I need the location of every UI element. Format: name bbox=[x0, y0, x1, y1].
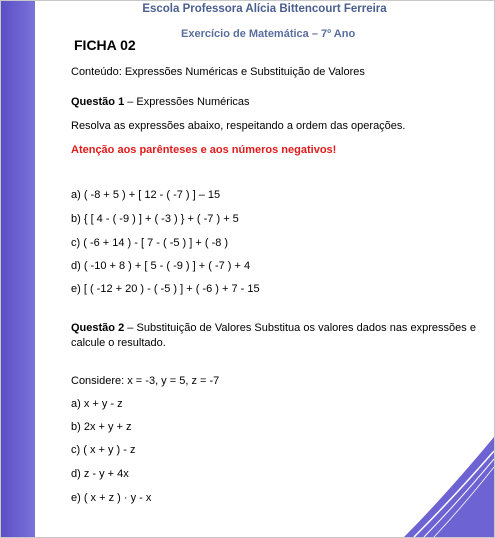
question-1-label: Questão 1 bbox=[71, 96, 125, 108]
ficha-title: FICHA 02 bbox=[74, 37, 136, 53]
corner-decoration bbox=[404, 437, 494, 537]
question-2-consider: Considere: x = -3, y = 5, z = -7 bbox=[71, 375, 220, 387]
question-2-statement bbox=[71, 321, 476, 351]
question-1-instruction: Resolva as expressões abaixo, respeitando a ordem das operações. bbox=[71, 120, 406, 132]
question-1-item-e: e) [ ( -12 + 20 ) - ( -5 ) ] + ( -6 ) + 7 - 15 bbox=[71, 283, 260, 295]
worksheet-subtitle: Exercício de Matemática – 7º Ano bbox=[181, 28, 356, 40]
question-2-item-b: b) 2x + y + z bbox=[71, 421, 132, 433]
question-2-item-c: c) ( x + y ) - z bbox=[71, 444, 136, 456]
question-2-text: – Substituição de Valores Substitua os valores dados nas expressões e calcule o resultado. bbox=[71, 322, 476, 349]
question-2-item-a: a) x + y - z bbox=[71, 398, 123, 410]
question-2-label: Questão 2 bbox=[71, 322, 125, 334]
school-name: Escola Professora Alícia Bittencourt Ferreira bbox=[142, 3, 387, 15]
question-1-item-c: c) ( -6 + 14 ) - [ 7 - ( -5 ) ] + ( -8 ) bbox=[71, 237, 229, 249]
question-1-warning: Atenção aos parênteses e aos números negativos! bbox=[71, 144, 337, 156]
question-1-item-d: d) ( -10 + 8 ) + [ 5 - ( -9 ) ] + ( -7 ) + 4 bbox=[71, 260, 251, 272]
question-1-item-b: b) { [ 4 - ( -9 ) ] + ( -3 ) } + ( -7 ) + 5 bbox=[71, 213, 239, 225]
question-2-item-d: d) z - y + 4x bbox=[71, 468, 129, 480]
question-1-heading bbox=[71, 96, 250, 108]
content-line: Conteúdo: Expressões Numéricas e Substituição de Valores bbox=[71, 66, 365, 78]
question-1-title: – Expressões Numéricas bbox=[124, 96, 250, 108]
left-decorative-band bbox=[1, 1, 35, 537]
question-1-item-a: a) ( -8 + 5 ) + [ 12 - ( -7 ) ] – 15 bbox=[71, 189, 221, 201]
question-2-item-e: e) ( x + z ) · y - x bbox=[71, 492, 152, 504]
